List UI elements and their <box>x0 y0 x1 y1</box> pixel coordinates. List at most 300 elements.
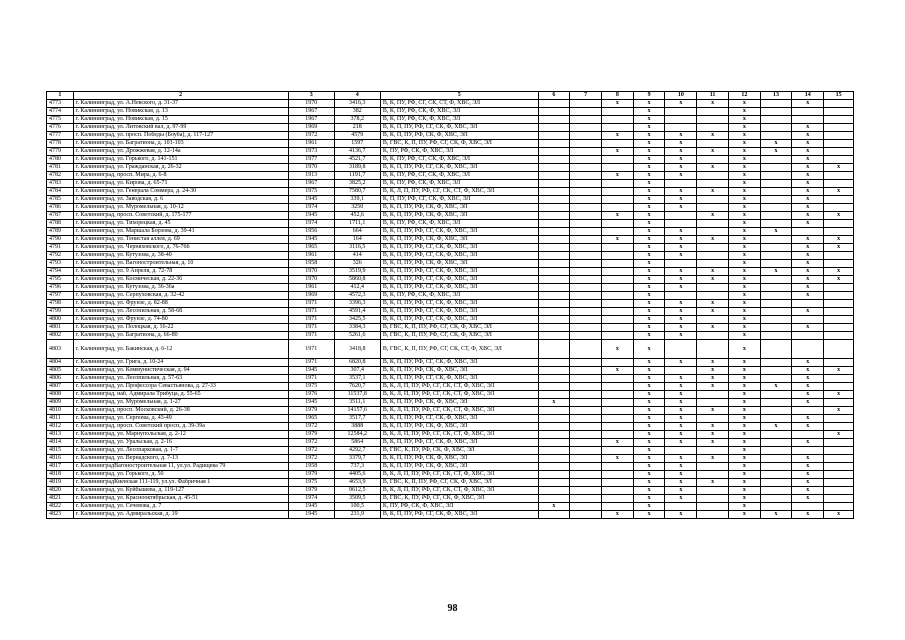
mark-cell-col-8 <box>602 188 634 196</box>
row-number-cell: 4805 <box>47 367 74 375</box>
area-cell: 3888 <box>334 423 380 431</box>
elements-cell: В, К, П, ПУ, РФ, СК, Ф, ХВС, ЭЛ <box>380 204 538 212</box>
mark-cell-col-10: x <box>665 100 697 108</box>
year-cell: 1961 <box>288 284 334 292</box>
address-cell: г. Калининград, ул. Кутузова, д. 38-40 <box>73 252 288 260</box>
mark-cell-col-11 <box>697 463 729 471</box>
table-row <box>47 487 854 495</box>
mark-cell-col-13 <box>760 220 792 228</box>
mark-cell-col-13 <box>760 132 792 140</box>
mark-cell-col-7 <box>570 447 602 455</box>
elements-cell: В, К, П, ПУ, РФ, СГ, СК, Ф, ХВС, ЭЛ <box>380 511 538 519</box>
mark-cell-col-13: x <box>760 511 792 519</box>
mark-cell-col-13 <box>760 116 792 124</box>
mark-cell-col-13 <box>760 415 792 423</box>
mark-cell-col-15 <box>824 471 854 479</box>
mark-cell-col-13 <box>760 196 792 204</box>
mark-cell-col-7 <box>570 511 602 519</box>
year-cell: 1945 <box>288 511 334 519</box>
mark-cell-col-14 <box>792 407 824 415</box>
header-cell: 3 <box>288 92 334 100</box>
header-cell: 8 <box>602 92 634 100</box>
address-cell: г. Калининград, просп. Советский просп, д. 39-39а <box>73 423 288 431</box>
table-row <box>47 324 854 332</box>
mark-cell-col-9: x <box>633 463 665 471</box>
address-cell: г. Калининград, ул. Адмиральская, д. 19 <box>73 511 288 519</box>
mark-cell-col-6 <box>538 455 570 463</box>
mark-cell-col-8: x <box>602 439 634 447</box>
year-cell: 1965 <box>288 244 334 252</box>
mark-cell-col-6 <box>538 447 570 455</box>
mark-cell-col-11 <box>697 108 729 116</box>
mark-cell-col-9: x <box>633 399 665 407</box>
year-cell: 1965 <box>288 415 334 423</box>
mark-cell-col-12: x <box>728 324 760 332</box>
mark-cell-col-7 <box>570 391 602 399</box>
row-number-cell: 4786 <box>47 204 74 212</box>
mark-cell-col-6 <box>538 471 570 479</box>
mark-cell-col-6 <box>538 407 570 415</box>
elements-cell: В, К, ПУ, РФ, СК, Ф, ХВС, ЭЛ <box>380 180 538 188</box>
mark-cell-col-8 <box>602 479 634 487</box>
elements-cell: В, К, П, ПУ, РФ, СГ, СК, Ф, ХВС, ЭЛ <box>380 268 538 276</box>
mark-cell-col-11 <box>697 471 729 479</box>
mark-cell-col-13 <box>760 332 792 340</box>
mark-cell-col-7 <box>570 116 602 124</box>
address-cell: г. Калининград, ул. Муромельная, д. 10-12 <box>73 204 288 212</box>
address-cell: г. Калининград, ул. Куйбышева, д. 119-127 <box>73 487 288 495</box>
mark-cell-col-11 <box>697 332 729 340</box>
mark-cell-col-14: x <box>792 276 824 284</box>
address-cell: г. Калининград, ул. Вагоностроительная, д. 10 <box>73 260 288 268</box>
row-number-cell: 4774 <box>47 108 74 116</box>
mark-cell-col-13 <box>760 124 792 132</box>
elements-cell: В, К, Л, П, ПУ, РФ, СГ, СК, СТ, Ф, ХВС, ЭЛ <box>380 383 538 391</box>
header-row <box>47 92 854 100</box>
mark-cell-col-9: x <box>633 487 665 495</box>
mark-cell-col-12: x <box>728 407 760 415</box>
mark-cell-col-14: x <box>792 292 824 300</box>
area-cell: 3384,3 <box>334 324 380 332</box>
mark-cell-col-8 <box>602 204 634 212</box>
mark-cell-col-15 <box>824 284 854 292</box>
mark-cell-col-15 <box>824 316 854 324</box>
mark-cell-col-10: x <box>665 300 697 308</box>
mark-cell-col-15 <box>824 383 854 391</box>
mark-cell-col-10: x <box>665 423 697 431</box>
area-cell: 4405,6 <box>334 471 380 479</box>
elements-cell: В, К, П, ПУ, РФ, СГ, СК, Ф, ХВС, ЭЛ <box>380 439 538 447</box>
mark-cell-col-7 <box>570 140 602 148</box>
mark-cell-col-14 <box>792 316 824 324</box>
year-cell: 1972 <box>288 423 334 431</box>
table-row <box>47 196 854 204</box>
mark-cell-col-15 <box>824 300 854 308</box>
table-row <box>47 383 854 391</box>
mark-cell-col-10: x <box>665 252 697 260</box>
mark-cell-col-12: x <box>728 487 760 495</box>
mark-cell-col-12: x <box>728 308 760 316</box>
area-cell: 4136,7 <box>334 148 380 156</box>
mark-cell-col-6 <box>538 383 570 391</box>
mark-cell-col-9: x <box>633 284 665 292</box>
mark-cell-col-6 <box>538 172 570 180</box>
table-row <box>47 252 854 260</box>
area-cell: 414 <box>334 252 380 260</box>
elements-cell: В, К, П, ПУ, РФ, СК, Ф, ХВС, ЭЛ <box>380 212 538 220</box>
row-number-cell: 4790 <box>47 236 74 244</box>
mark-cell-col-8 <box>602 487 634 495</box>
address-cell: г. Калининград, ул. Полоцкая, д. 16-22 <box>73 324 288 332</box>
mark-cell-col-14: x <box>792 124 824 132</box>
mark-cell-col-14: x <box>792 236 824 244</box>
mark-cell-col-12: x <box>728 260 760 268</box>
mark-cell-col-6 <box>538 116 570 124</box>
mark-cell-col-8 <box>602 220 634 228</box>
table-body <box>47 100 854 519</box>
year-cell: 1945 <box>288 399 334 407</box>
mark-cell-col-14: x <box>792 471 824 479</box>
elements-cell: В, К, Л, П, ПУ, РФ, СГ, СК, СТ, Ф, ХВС, ЭЛ <box>380 487 538 495</box>
mark-cell-col-15 <box>824 220 854 228</box>
mark-cell-col-14 <box>792 108 824 116</box>
mark-cell-col-7 <box>570 332 602 340</box>
mark-cell-col-10 <box>665 260 697 268</box>
mark-cell-col-15 <box>824 463 854 471</box>
mark-cell-col-11 <box>697 204 729 212</box>
mark-cell-col-11: x <box>697 324 729 332</box>
mark-cell-col-15: x <box>824 276 854 284</box>
mark-cell-col-13: x <box>760 228 792 236</box>
mark-cell-col-9: x <box>633 124 665 132</box>
row-number-cell: 4778 <box>47 140 74 148</box>
table-row <box>47 100 854 108</box>
mark-cell-col-8 <box>602 431 634 439</box>
table-row <box>47 140 854 148</box>
mark-cell-col-14: x <box>792 455 824 463</box>
header-cell: 7 <box>570 92 602 100</box>
mark-cell-col-6 <box>538 479 570 487</box>
mark-cell-col-10 <box>665 367 697 375</box>
area-cell: 3116,5 <box>334 244 380 252</box>
mark-cell-col-12: x <box>728 292 760 300</box>
table-row <box>47 447 854 455</box>
mark-cell-col-6 <box>538 340 570 359</box>
mark-cell-col-12: x <box>728 172 760 180</box>
mark-cell-col-11 <box>697 172 729 180</box>
mark-cell-col-15 <box>824 439 854 447</box>
mark-cell-col-6 <box>538 196 570 204</box>
mark-cell-col-8 <box>602 407 634 415</box>
mark-cell-col-14: x <box>792 479 824 487</box>
mark-cell-col-12: x <box>728 204 760 212</box>
header-cell: 13 <box>760 92 792 100</box>
year-cell: 1974 <box>288 220 334 228</box>
mark-cell-col-14 <box>792 431 824 439</box>
table-row <box>47 423 854 431</box>
address-cell: г. Калининград, ул. Лесопильная, д. 58-68 <box>73 308 288 316</box>
row-number-cell: 4773 <box>47 100 74 108</box>
table-row <box>47 204 854 212</box>
mark-cell-col-15: x <box>824 511 854 519</box>
table-row <box>47 156 854 164</box>
mark-cell-col-14 <box>792 228 824 236</box>
mark-cell-col-14: x <box>792 212 824 220</box>
year-cell: 1970 <box>288 164 334 172</box>
mark-cell-col-14: x <box>792 188 824 196</box>
elements-cell: В, К, ПУ, РФ, СК, Ф, ХВС, ЭЛ <box>380 292 538 300</box>
address-cell: г. Калининград, ул. Сечевова, д. 7 <box>73 503 288 511</box>
mark-cell-col-13 <box>760 212 792 220</box>
address-cell: г. Калининград, ул. Багратиона, д. 101-103 <box>73 140 288 148</box>
elements-cell: В, К, П, ПУ, РФ, СГ, СК, Ф, ХВС, ЭЛ <box>380 359 538 367</box>
row-number-cell: 4799 <box>47 308 74 316</box>
header-cell: 6 <box>538 92 570 100</box>
mark-cell-col-12: x <box>728 431 760 439</box>
year-cell: 1956 <box>288 228 334 236</box>
mark-cell-col-10: x <box>665 495 697 503</box>
mark-cell-col-10: x <box>665 407 697 415</box>
mark-cell-col-13 <box>760 164 792 172</box>
mark-cell-col-7 <box>570 383 602 391</box>
mark-cell-col-8 <box>602 423 634 431</box>
address-cell: г. Калининград, ул. Космическая, д. 22-36 <box>73 276 288 284</box>
mark-cell-col-9: x <box>633 332 665 340</box>
mark-cell-col-6 <box>538 108 570 116</box>
mark-cell-col-15: x <box>824 431 854 439</box>
mark-cell-col-15 <box>824 196 854 204</box>
address-cell: г. Калининград, просп. Мира, д. 6-8 <box>73 172 288 180</box>
year-cell: 1971 <box>288 316 334 324</box>
year-cell: 1971 <box>288 375 334 383</box>
mark-cell-col-13 <box>760 316 792 324</box>
mark-cell-col-8: x <box>602 367 634 375</box>
year-cell: 1945 <box>288 503 334 511</box>
area-cell: 12584,2 <box>334 431 380 439</box>
mark-cell-col-7 <box>570 220 602 228</box>
year-cell: 1969 <box>288 124 334 132</box>
mark-cell-col-12: x <box>728 316 760 324</box>
mark-cell-col-8 <box>602 228 634 236</box>
mark-cell-col-11 <box>697 487 729 495</box>
mark-cell-col-15 <box>824 375 854 383</box>
area-cell: 14157,6 <box>334 407 380 415</box>
mark-cell-col-14 <box>792 300 824 308</box>
mark-cell-col-6 <box>538 188 570 196</box>
mark-cell-col-6 <box>538 164 570 172</box>
year-cell: 1945 <box>288 367 334 375</box>
mark-cell-col-11: x <box>697 188 729 196</box>
elements-cell: В, К, ПУ, РФ, СК, Ф, ХВС, ЭЛ <box>380 116 538 124</box>
year-cell: 1975 <box>288 383 334 391</box>
mark-cell-col-7 <box>570 108 602 116</box>
mark-cell-col-14 <box>792 447 824 455</box>
mark-cell-col-12: x <box>728 156 760 164</box>
area-cell: 1191,7 <box>334 172 380 180</box>
address-cell: г. Калининград, ул. Коммунистическая, д. 94 <box>73 367 288 375</box>
mark-cell-col-9: x <box>633 511 665 519</box>
row-number-cell: 4821 <box>47 495 74 503</box>
table-row <box>47 148 854 156</box>
elements-cell: В, К, П, ПУ, РФ, СГ, СК, Ф, ХВС, ЭЛ <box>380 252 538 260</box>
mark-cell-col-15: x <box>824 212 854 220</box>
mark-cell-col-6 <box>538 324 570 332</box>
mark-cell-col-10 <box>665 124 697 132</box>
mark-cell-col-11 <box>697 415 729 423</box>
mark-cell-col-10: x <box>665 316 697 324</box>
mark-cell-col-13 <box>760 204 792 212</box>
mark-cell-col-6 <box>538 268 570 276</box>
mark-cell-col-6 <box>538 367 570 375</box>
mark-cell-col-12: x <box>728 399 760 407</box>
row-number-cell: 4793 <box>47 260 74 268</box>
mark-cell-col-6 <box>538 180 570 188</box>
mark-cell-col-6 <box>538 204 570 212</box>
mark-cell-col-11 <box>697 399 729 407</box>
area-cell: 664 <box>334 228 380 236</box>
register-table <box>46 91 854 519</box>
mark-cell-col-6 <box>538 292 570 300</box>
year-cell: 1975 <box>288 479 334 487</box>
row-number-cell: 4801 <box>47 324 74 332</box>
mark-cell-col-10: x <box>665 308 697 316</box>
mark-cell-col-14: x <box>792 463 824 471</box>
area-cell: 4521,7 <box>334 156 380 164</box>
area-cell: 3537,1 <box>334 375 380 383</box>
elements-cell: В, К, П, ПУ, РФ, СГ, СК, Ф, ХВС, ЭЛ <box>380 244 538 252</box>
mark-cell-col-11 <box>697 391 729 399</box>
mark-cell-col-9: x <box>633 108 665 116</box>
mark-cell-col-15 <box>824 503 854 511</box>
elements-cell: В, К, Л, П, ПУ, РФ, СГ, СК, СТ, Ф, ХВС, ЭЛ <box>380 471 538 479</box>
mark-cell-col-15 <box>824 324 854 332</box>
mark-cell-col-9: x <box>633 383 665 391</box>
row-number-cell: 4811 <box>47 415 74 423</box>
mark-cell-col-10: x <box>665 324 697 332</box>
table-row <box>47 399 854 407</box>
mark-cell-col-13 <box>760 495 792 503</box>
mark-cell-col-15 <box>824 447 854 455</box>
header-cell: 11 <box>697 92 729 100</box>
mark-cell-col-14: x <box>792 383 824 391</box>
mark-cell-col-9: x <box>633 439 665 447</box>
mark-cell-col-14: x <box>792 260 824 268</box>
row-number-cell: 4779 <box>47 148 74 156</box>
mark-cell-col-12: x <box>728 164 760 172</box>
year-cell: 1913 <box>288 172 334 180</box>
mark-cell-col-8 <box>602 383 634 391</box>
row-number-cell: 4797 <box>47 292 74 300</box>
address-cell: г. КалининградКиевская 111-119, ул.ул. Фабричная 1 <box>73 479 288 487</box>
mark-cell-col-10: x <box>665 383 697 391</box>
mark-cell-col-7 <box>570 228 602 236</box>
mark-cell-col-11 <box>697 220 729 228</box>
table-row <box>47 268 854 276</box>
mark-cell-col-9: x <box>633 276 665 284</box>
year-cell: 1970 <box>288 276 334 284</box>
row-number-cell: 4812 <box>47 423 74 431</box>
mark-cell-col-9: x <box>633 132 665 140</box>
mark-cell-col-12: x <box>728 503 760 511</box>
mark-cell-col-8: x <box>602 455 634 463</box>
mark-cell-col-9: x <box>633 180 665 188</box>
year-cell: 1961 <box>288 252 334 260</box>
row-number-cell: 4787 <box>47 212 74 220</box>
mark-cell-col-10: x <box>665 276 697 284</box>
mark-cell-col-10: x <box>665 148 697 156</box>
row-number-cell: 4802 <box>47 332 74 340</box>
mark-cell-col-12: x <box>728 108 760 116</box>
area-cell: 5860,8 <box>334 276 380 284</box>
mark-cell-col-9: x <box>633 479 665 487</box>
mark-cell-col-14: x <box>792 132 824 140</box>
mark-cell-col-11: x <box>697 276 729 284</box>
area-cell: 164 <box>334 236 380 244</box>
address-cell: г. Калининград, ул. Дрожжевая, д. 12-14а <box>73 148 288 156</box>
address-cell: г. Калининград, ул. Кирова, д. 65-71 <box>73 180 288 188</box>
mark-cell-col-11 <box>697 340 729 359</box>
elements-cell: В, К, П, ПУ, РФ, СК, Ф, ХВС, ЭЛ <box>380 132 538 140</box>
mark-cell-col-9: x <box>633 172 665 180</box>
mark-cell-col-9: x <box>633 204 665 212</box>
mark-cell-col-11 <box>697 503 729 511</box>
mark-cell-col-6 <box>538 359 570 367</box>
mark-cell-col-6 <box>538 244 570 252</box>
table-row <box>47 116 854 124</box>
mark-cell-col-13: x <box>760 140 792 148</box>
address-cell: г. Калининград, просп. Советский, д. 175-177 <box>73 212 288 220</box>
mark-cell-col-6 <box>538 375 570 383</box>
mark-cell-col-8 <box>602 284 634 292</box>
mark-cell-col-11 <box>697 284 729 292</box>
mark-cell-col-13 <box>760 260 792 268</box>
area-cell: 100,5 <box>334 503 380 511</box>
mark-cell-col-13 <box>760 431 792 439</box>
mark-cell-col-14 <box>792 503 824 511</box>
mark-cell-col-8 <box>602 324 634 332</box>
year-cell: 1970 <box>288 100 334 108</box>
year-cell: 1977 <box>288 156 334 164</box>
mark-cell-col-14: x <box>792 439 824 447</box>
mark-cell-col-8 <box>602 471 634 479</box>
table-row <box>47 108 854 116</box>
mark-cell-col-10: x <box>665 156 697 164</box>
mark-cell-col-15 <box>824 180 854 188</box>
mark-cell-col-11 <box>697 316 729 324</box>
mark-cell-col-10: x <box>665 391 697 399</box>
mark-cell-col-6 <box>538 495 570 503</box>
mark-cell-col-15 <box>824 172 854 180</box>
area-cell: 3511,1 <box>334 399 380 407</box>
mark-cell-col-7 <box>570 367 602 375</box>
mark-cell-col-6 <box>538 228 570 236</box>
mark-cell-col-8: x <box>602 511 634 519</box>
mark-cell-col-11: x <box>697 375 729 383</box>
row-number-cell: 4817 <box>47 463 74 471</box>
mark-cell-col-6 <box>538 423 570 431</box>
mark-cell-col-15 <box>824 156 854 164</box>
mark-cell-col-15 <box>824 495 854 503</box>
address-cell: г. Калининград, ул. Горького, д. 50 <box>73 471 288 479</box>
elements-cell: В, К, П, ПУ, РФ, СГ, СК, Ф, ХВС, ЭЛ <box>380 228 538 236</box>
mark-cell-col-9: x <box>633 471 665 479</box>
elements-cell: В, К, П, ПУ, РФ, СК, Ф, ХВС, ЭЛ <box>380 236 538 244</box>
mark-cell-col-6: x <box>538 399 570 407</box>
table-row <box>47 391 854 399</box>
mark-cell-col-11 <box>697 495 729 503</box>
area-cell: 9612,5 <box>334 487 380 495</box>
year-cell: 1972 <box>288 439 334 447</box>
